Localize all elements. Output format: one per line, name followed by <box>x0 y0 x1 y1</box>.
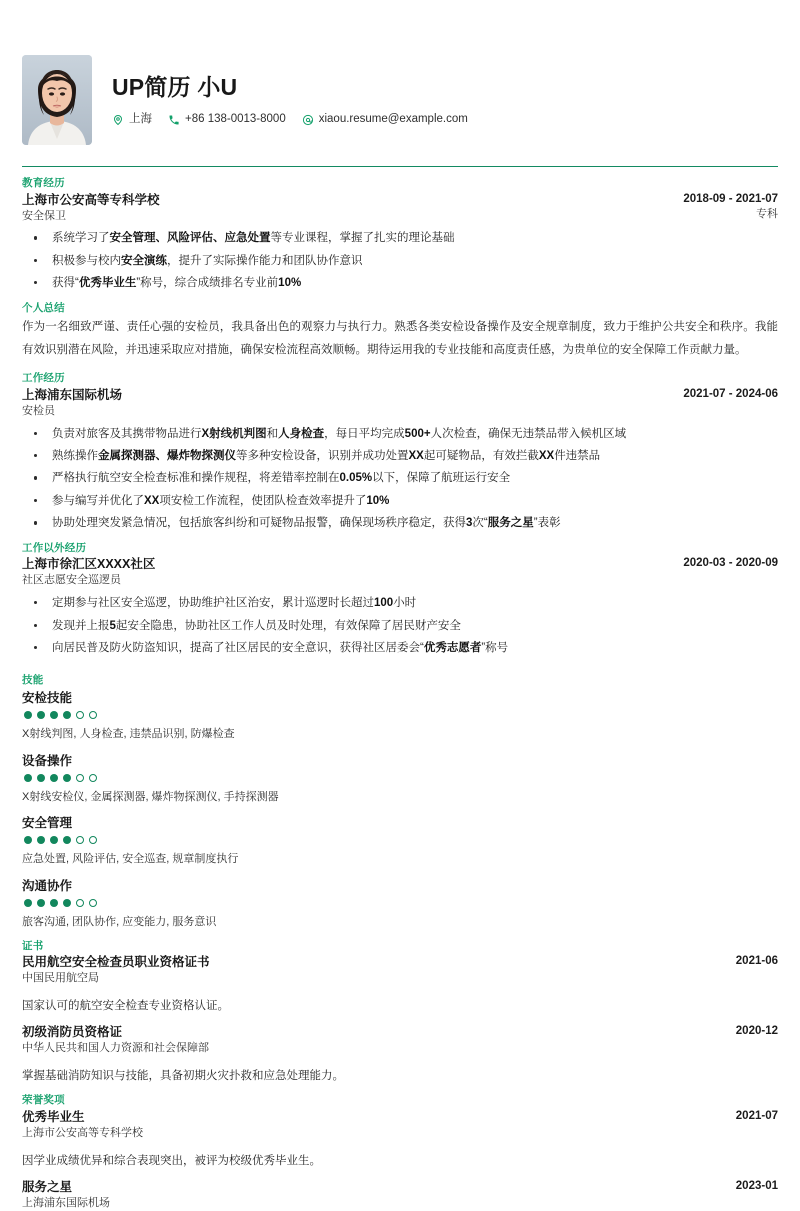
bullet-item: 协助处理突发紧急情况，包括旅客纠纷和可疑物品报警，确保现场秩序稳定，获得3次“服务之星”表彰 <box>22 512 778 534</box>
work-role: 安检员 <box>22 404 55 417</box>
skill-dot-filled <box>63 711 71 719</box>
skill-level-dots <box>24 899 778 907</box>
contact-list <box>112 114 478 126</box>
contact-location-value: 上海 <box>129 113 152 126</box>
page-title: UP简历 小U <box>112 74 238 101</box>
bullet-item: 向居民普及防火防盗知识，提高了社区居民的安全意识，获得社区居委会“优秀志愿者”称号 <box>22 637 778 659</box>
skill-dot-filled <box>37 899 45 907</box>
credential-issuer: 上海市公安高等专科学校 <box>22 1126 143 1139</box>
skill-level-dots <box>24 836 778 844</box>
skill-dot-filled <box>63 836 71 844</box>
skill-dot-filled <box>24 899 32 907</box>
skill-group <box>22 689 778 743</box>
skill-group <box>22 814 778 868</box>
work-org: 上海浦东国际机场 <box>22 387 123 402</box>
skill-keywords: X射线安检仪, 金属探测器, 爆炸物探测仪, 手持探测器 <box>22 790 279 803</box>
credential-name: 优秀毕业生 <box>22 1110 85 1124</box>
extracurricular-date: 2020-03 - 2020-09 <box>683 557 778 570</box>
skill-dot-empty <box>89 711 97 719</box>
skill-dot-filled <box>50 836 58 844</box>
skill-dot-filled <box>50 774 58 782</box>
skill-keywords: 旅客沟通, 团队协作, 应变能力, 服务意识 <box>22 916 217 928</box>
bullet-item: 熟练操作金属探测器、爆炸物探测仪等多种安检设备，识别并成功处置XX起可疑物品，有效拦截XX件违禁品 <box>22 445 778 467</box>
credential-name: 服务之星 <box>22 1180 73 1195</box>
identity-block <box>112 74 478 126</box>
work-entry <box>22 387 778 535</box>
credential-date: 2021-07 <box>735 1110 778 1122</box>
credential-date: 2023-01 <box>735 1180 778 1193</box>
credential-block <box>22 1109 778 1170</box>
contact-email <box>302 114 468 126</box>
extracurricular-org: 上海市徐汇区XXXX社区 <box>22 557 156 572</box>
skill-dot-filled <box>24 836 32 844</box>
section-work <box>22 372 778 534</box>
bullet-item: 获得“优秀毕业生”称号，综合成绩排名专业前10% <box>22 272 778 294</box>
skill-dot-filled <box>24 774 32 782</box>
skill-dot-filled <box>37 774 45 782</box>
section-title-skills: 技能 <box>22 674 44 687</box>
phone-icon <box>168 114 180 126</box>
section-certificates <box>22 940 778 1086</box>
skill-group <box>22 752 778 806</box>
skill-group-name: 安全管理 <box>22 816 73 831</box>
section-education <box>22 177 778 295</box>
work-date: 2021-07 - 2024-06 <box>683 387 778 400</box>
skill-dot-filled <box>50 711 58 719</box>
credential-date: 2020-12 <box>735 1025 778 1038</box>
skill-keywords: 应急处置, 风险评估, 安全巡查, 规章制度执行 <box>22 853 239 866</box>
section-title-extracurricular: 工作以外经历 <box>22 541 87 554</box>
credential-name: 初级消防员资格证 <box>22 1025 123 1040</box>
credential-block <box>22 1179 778 1211</box>
education-entry <box>22 192 778 295</box>
award-list <box>22 1109 778 1211</box>
credential-description: 因学业成绩优异和综合表现突出，被评为校级优秀毕业生。 <box>22 1154 321 1167</box>
skill-dot-filled <box>37 836 45 844</box>
skill-level-dots <box>24 774 778 782</box>
section-title-awards: 荣誉奖项 <box>22 1094 65 1107</box>
skill-dot-filled <box>24 711 32 719</box>
email-at-icon <box>302 114 314 126</box>
skill-group-name: 沟通协作 <box>22 878 73 893</box>
skill-dot-empty <box>89 899 97 907</box>
section-title-work: 工作经历 <box>22 372 65 385</box>
section-summary <box>22 302 778 363</box>
credential-issuer: 上海浦东国际机场 <box>22 1196 110 1209</box>
section-skills <box>22 674 778 930</box>
skill-group-list <box>22 689 778 931</box>
section-title-education: 教育经历 <box>22 177 65 189</box>
skill-dot-empty <box>89 774 97 782</box>
extracurricular-bullets <box>22 592 778 659</box>
avatar <box>22 55 92 145</box>
summary-text: 作为一名细致严谨、责任心强的安检员，我具备出色的观察力与执行力。熟悉各类安检设备操作及安全规章制度，致力于维护公共安全和秩序。我能有效识别潜在风险，并迅速采取应对措施，确保安检流程高效顺畅。期待运用我的专业技能和高度责任感，为贵单位的安全保障工作贡献力量。 <box>22 321 778 357</box>
contact-phone <box>168 114 286 126</box>
skill-dot-filled <box>50 899 58 907</box>
extracurricular-role: 社区志愿安全巡逻员 <box>22 574 121 587</box>
skill-group <box>22 877 778 931</box>
education-org: 上海市公安高等专科学校 <box>22 192 160 207</box>
contact-location <box>112 114 152 126</box>
skill-group-name: 安检技能 <box>22 691 73 705</box>
skill-dot-filled <box>37 711 45 719</box>
bullet-item: 定期参与社区安全巡逻，协助维护社区治安，累计巡逻时长超过100小时 <box>22 592 778 614</box>
header-divider <box>22 166 778 167</box>
work-bullets <box>22 423 778 535</box>
bullet-item: 严格执行航空安全检查标准和操作规程，将差错率控制在0.05%以下，保障了航班运行安全 <box>22 467 778 489</box>
section-title-summary: 个人总结 <box>22 301 65 314</box>
section-extracurricular <box>22 542 778 660</box>
skill-keywords: X射线判图, 人身检查, 违禁品识别, 防爆检查 <box>22 728 235 741</box>
resume-header <box>22 0 778 148</box>
credential-description: 掌握基础消防知识与技能，具备初期火灾扑救和应急处理能力。 <box>22 1069 344 1082</box>
skill-group-name: 设备操作 <box>22 753 73 768</box>
certificate-list <box>22 954 778 1085</box>
bullet-item: 系统学习了安全管理、风险评估、应急处置等专业课程，掌握了扎实的理论基础 <box>22 227 778 249</box>
credential-issuer: 中国民用航空局 <box>22 972 99 985</box>
bullet-item: 发现并上报5起安全隐患，协助社区工作人员及时处理，有效保障了居民财产安全 <box>22 615 778 637</box>
skill-level-dots <box>24 711 778 719</box>
skill-dot-filled <box>63 774 71 782</box>
bullet-item: 负责对旅客及其携带物品进行X射线机判图和人身检查，每日平均完成500+人次检查，确保无违禁品带入候机区域 <box>22 423 778 445</box>
bullet-item: 积极参与校内安全演练，提升了实际操作能力和团队协作意识 <box>22 250 778 272</box>
contact-phone-value: +86 138-0013-8000 <box>185 113 286 126</box>
bullet-item: 参与编写并优化了XX项安检工作流程，使团队检查效率提升了10% <box>22 490 778 512</box>
contact-email-value: xiaou.resume@example.com <box>318 113 468 126</box>
section-awards <box>22 1094 778 1210</box>
skill-dot-empty <box>76 711 84 719</box>
education-degree: 专科 <box>756 208 778 221</box>
education-major: 安全保卫 <box>22 209 66 222</box>
skill-dot-empty <box>76 774 84 782</box>
credential-description: 国家认可的航空安全检查专业资格认证。 <box>22 999 229 1012</box>
skill-dot-empty <box>76 836 84 844</box>
extracurricular-entry <box>22 556 778 659</box>
credential-name: 民用航空安全检查员职业资格证书 <box>22 955 210 970</box>
skill-dot-empty <box>89 836 97 844</box>
credential-block <box>22 1024 778 1085</box>
skill-dot-filled <box>63 899 71 907</box>
section-title-certificates: 证书 <box>22 939 44 952</box>
credential-block <box>22 954 778 1015</box>
location-pin-icon <box>112 114 124 126</box>
education-bullets <box>22 227 778 294</box>
skill-dot-empty <box>76 899 84 907</box>
education-date: 2018-09 - 2021-07 <box>683 192 778 205</box>
credential-issuer: 中华人民共和国人力资源和社会保障部 <box>22 1042 209 1055</box>
credential-date: 2021-06 <box>735 955 778 968</box>
